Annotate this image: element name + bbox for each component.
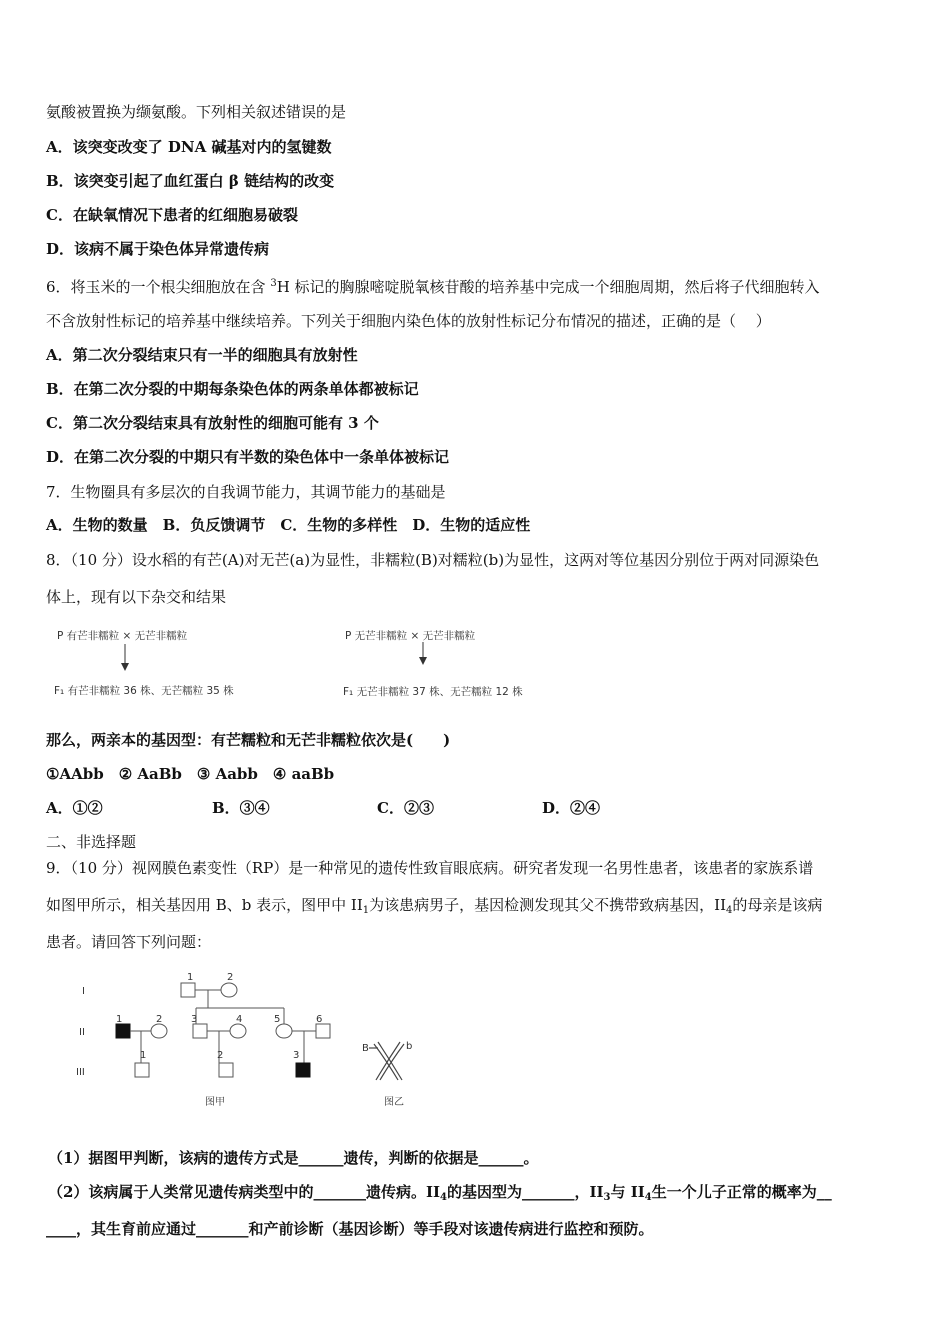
q9-line2 <box>46 894 822 922</box>
q9-sub2-s1: 4 <box>439 1192 447 1203</box>
q6-option-b: B．在第二次分裂的中期每条染色体的两条单体都被标记 <box>46 380 419 398</box>
q5-option-a: A．该突变改变了 DNA 碱基对内的氢键数 <box>46 138 332 156</box>
gen1-female-2 <box>221 983 237 997</box>
q8-choice-d: D．②④ <box>542 799 601 817</box>
q8-stem-line2: 体上，现有以下杂交和结果 <box>46 588 227 606</box>
q9-line2-sub2: 4 <box>726 905 733 916</box>
q9-line2-b: 为该患病男子，基因检测发现其父不携带致病基因，II <box>369 896 727 914</box>
q8-choice-b: B．③④ <box>212 799 270 817</box>
q9-sub2-line1 <box>48 1181 832 1209</box>
gen-label-1: I <box>82 986 85 997</box>
q6-option-a: A．第二次分裂结束只有一半的细胞具有放射性 <box>46 346 358 364</box>
gen-label-2: II <box>79 1027 85 1038</box>
q9-sub2-s3: 4 <box>644 1192 652 1203</box>
q8-question: 那么，两亲本的基因型：有芒糯粒和无芒非糯粒依次是( ) <box>46 731 451 749</box>
gen2-female-4 <box>230 1024 246 1038</box>
cross2-offspring: F₁ 无芒非糯粒 37 株、无芒糯粒 12 株 <box>343 686 523 698</box>
chrom-label-b-lower: b <box>406 1041 413 1052</box>
ind-num-iii1: 1 <box>140 1050 147 1061</box>
ind-num-ii1: 1 <box>116 1014 123 1025</box>
gen-label-3: III <box>76 1067 85 1078</box>
ind-num-ii5: 5 <box>274 1014 281 1025</box>
gen2-male-3 <box>193 1024 207 1038</box>
q8-choice-a: A．①② <box>46 799 103 817</box>
q5-stem-tail: 氨酸被置换为缬氨酸。下列相关叙述错误的是 <box>46 103 347 121</box>
chrom-label-b-upper: B <box>362 1043 369 1054</box>
q9-sub1: （1）据图甲判断，该病的遗传方式是______遗传，判断的依据是______。 <box>48 1149 539 1167</box>
q5-option-c: C．在缺氧情况下患者的红细胞易破裂 <box>46 206 298 224</box>
cross2-parents: P 无芒非糯粒 × 无芒非糯粒 <box>345 630 476 642</box>
gen2-male-1-affected <box>116 1024 130 1038</box>
ind-num-i1: 1 <box>187 972 194 983</box>
q6-stem-b: H 标记的胸腺嘧啶脱氧核苷酸的培养基中完成一个细胞周期，然后将子代细胞转入 <box>276 278 820 296</box>
q9-line2-a: 如图甲所示，相关基因用 B、b 表示，图甲中 II <box>46 896 363 914</box>
q6-option-c: C．第二次分裂结束具有放射性的细胞可能有 3 个 <box>46 414 379 432</box>
q9-line2-sub1: 1 <box>362 905 370 916</box>
q6-stem-line1 <box>46 273 820 298</box>
cross2-arrow-icon <box>416 642 430 666</box>
ind-num-i2: 2 <box>227 972 234 983</box>
ind-num-ii6: 6 <box>316 1014 323 1025</box>
q9-line1: 9．（10 分）视网膜色素变性（RP）是一种常见的遗传性致盲眼底病。研究者发现一名男性患者，该患者的家族系谱 <box>46 859 814 877</box>
ind-num-ii4: 4 <box>236 1014 243 1025</box>
q9-line2-c: 的母亲是该病 <box>732 896 823 914</box>
q9-sub2-c: 与 II <box>610 1183 645 1201</box>
q9-sub2-b: 的基因型为_______，II <box>446 1183 604 1201</box>
q8-choice-c: C．②③ <box>377 799 434 817</box>
q8-stem-line1: 8．（10 分）设水稻的有芒(A)对无芒(a)为显性，非糯粒(B)对糯粒(b)为显性，这两对等位基因分别位于两对同源染色 <box>46 551 820 569</box>
ind-num-ii3: 3 <box>191 1014 198 1025</box>
q7-stem: 7．生物圈具有多层次的自我调节能力，其调节能力的基础是 <box>46 483 446 501</box>
gen2-male-6 <box>316 1024 330 1038</box>
gen2-female-5 <box>276 1024 292 1038</box>
ind-num-iii3: 3 <box>293 1050 300 1061</box>
ind-num-iii2: 2 <box>217 1050 224 1061</box>
ind-num-ii2: 2 <box>156 1014 163 1025</box>
q9-line3: 患者。请回答下列问题： <box>46 933 212 951</box>
q5-option-b: B．该突变引起了血红蛋白 β 链结构的改变 <box>46 172 335 190</box>
gen2-female-2 <box>151 1024 167 1038</box>
q9-sub2-line2: ____，其生育前应通过_______和产前诊断（基因诊断）等手段对该遗传病进行监控和预防。 <box>46 1220 654 1238</box>
q9-sub2-a: （2）该病属于人类常见遗传病类型中的_______遗传病。II <box>48 1183 440 1201</box>
cross1-offspring: F₁ 有芒非糯粒 36 株、无芒糯粒 35 株 <box>54 685 234 697</box>
gen1-male-1 <box>181 983 195 997</box>
pedigree-figure <box>60 960 440 1115</box>
cross1-arrow-icon <box>118 644 132 672</box>
gen3-male-3-affected <box>296 1063 310 1077</box>
gen3-male-1 <box>135 1063 149 1077</box>
caption-b: 图乙 <box>384 1097 404 1108</box>
q6-stem-line2: 不含放射性标记的培养基中继续培养。下列关于细胞内染色体的放射性标记分布情况的描述，正确的是（ ） <box>46 312 771 330</box>
chromosome-icon <box>369 1042 404 1080</box>
section-title: 二、非选择题 <box>46 833 137 851</box>
q5-option-d: D．该病不属于染色体异常遗传病 <box>46 240 270 258</box>
q6-option-d: D．在第二次分裂的中期只有半数的染色体中一条单体被标记 <box>46 448 450 466</box>
q9-sub2-s2: 3 <box>603 1192 611 1203</box>
caption-a: 图甲 <box>205 1097 225 1108</box>
q8-genotypes: ①AAbb ② AaBb ③ Aabb ④ aaBb <box>46 765 335 783</box>
q9-sub2-d: 生一个儿子正常的概率为__ <box>651 1183 832 1201</box>
cross1-parents: P 有芒非糯粒 × 无芒非糯粒 <box>57 630 188 642</box>
q7-options: A．生物的数量 B．负反馈调节 C．生物的多样性 D．生物的适应性 <box>46 516 531 534</box>
gen3-male-2 <box>219 1063 233 1077</box>
q6-stem-a: 6．将玉米的一个根尖细胞放在含 <box>46 278 271 296</box>
q6-stem-sup: 3 <box>270 278 277 289</box>
